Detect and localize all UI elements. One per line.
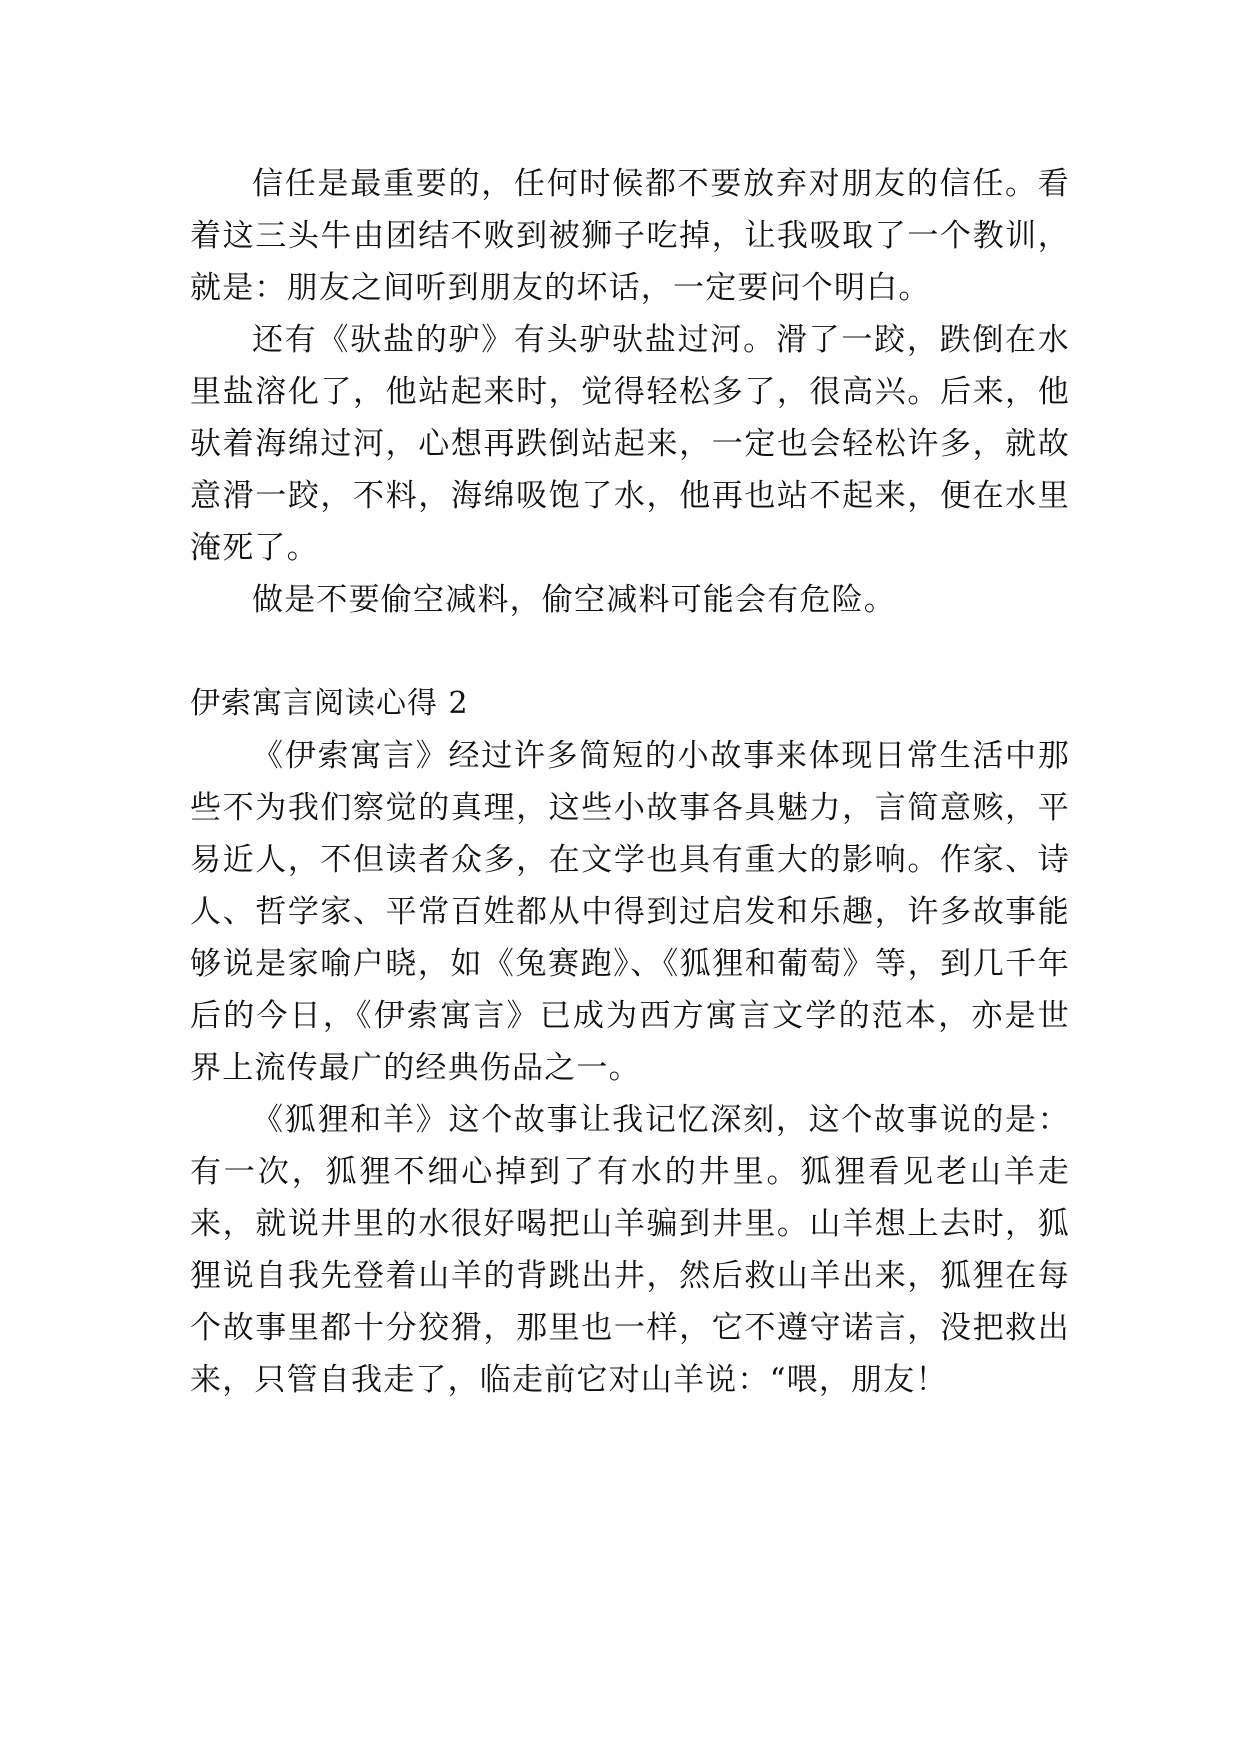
section-title: 伊索寓言阅读心得 2 (190, 686, 469, 721)
paragraph-fox-and-goat: 《狐狸和羊》这个故事让我记忆深刻，这个故事说的是：有一次，狐狸不细心掉到了有水的井里。狐狸看见老山羊走来，就说井里的水很好喝把山羊骗到井里。山羊想上去时，狐狸说自我先登着山羊的背跳出井，然后救山羊出来，狐狸在每个故事里都十分狡猾，那里也一样，它不遵守诺言，没把救出来，只管自我走了，临走前它对山羊说：“喂，朋友！ (190, 1102, 1070, 1398)
paragraph-aesop-intro: 《伊索寓言》经过许多简短的小故事来体现日常生活中那些不为我们察觉的真理，这些小故事各具魅力，言简意赅，平易近人，不但读者众多，在文学也具有重大的影响。作家、诗人、哲学家、平常百姓都从中得到过启发和乐趣，许多故事能够说是家喻户晓，如《兔赛跑》、《狐狸和葡萄》等，到几千年后的今日，《伊索寓言》已成为西方寓言文学的范本，亦是世界上流传最广的经典伤品之一。 (190, 738, 1070, 1086)
paragraph-trust: 信任是最重要的，任何时候都不要放弃对朋友的信任。看着这三头牛由团结不败到被狮子吃掉，让我吸取了一个教训，就是：朋友之间听到朋友的坏话，一定要问个明白。 (190, 166, 1070, 306)
paragraph-salt-donkey: 还有《驮盐的驴》有头驴驮盐过河。滑了一跤，跌倒在水里盐溶化了，他站起来时，觉得轻松多了，很高兴。后来，他驮着海绵过河，心想再跌倒站起来，一定也会轻松许多，就故意滑一跤，不料，海绵吸饱了水，他再也站不起来，便在水里淹死了。 (190, 322, 1070, 566)
paragraph-lesson: 做是不要偷空减料，偷空减料可能会有危险。 (252, 582, 896, 618)
document-body (190, 158, 1070, 1406)
section-spacer (190, 626, 1070, 678)
